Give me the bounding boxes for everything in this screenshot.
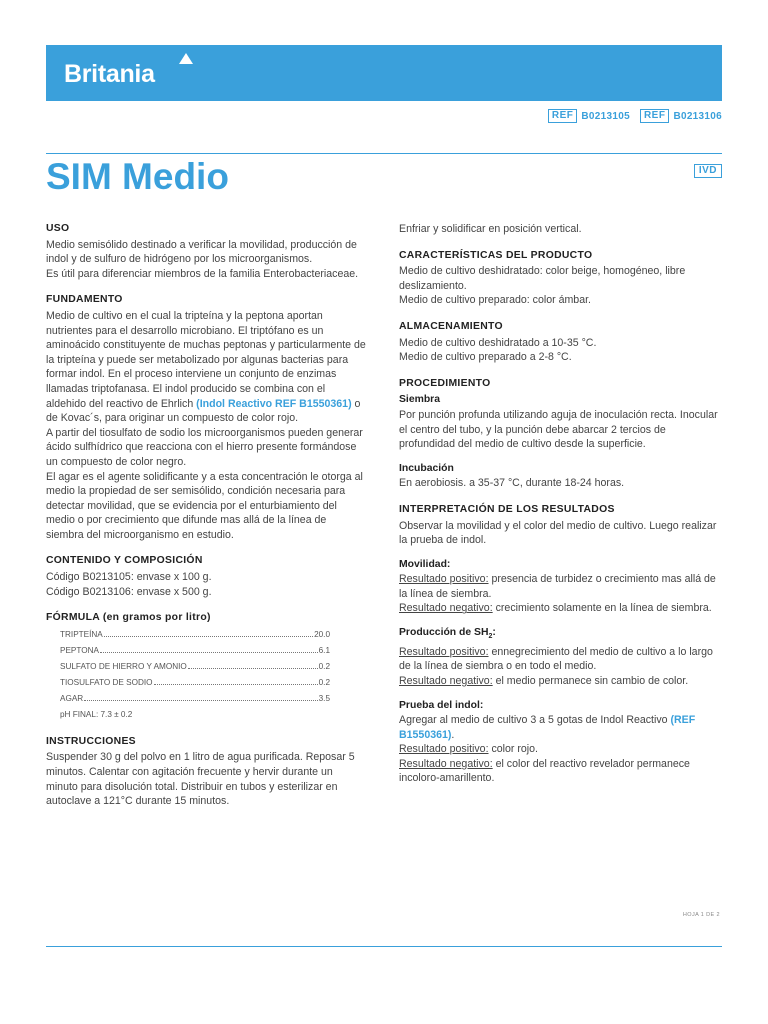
- indol-title: Prueba del indol:: [399, 699, 484, 711]
- left-column: [46, 222, 366, 809]
- formula-name: SULFATO DE HIERRO Y AMONIO: [60, 661, 187, 671]
- positive-text: color rojo.: [488, 743, 538, 756]
- formula-value: 3.5: [318, 693, 330, 703]
- formula-heading: FÓRMULA (en gramos por litro): [46, 612, 211, 624]
- dot-leader: [154, 684, 318, 685]
- ivd-badge: IVD: [694, 164, 722, 178]
- formula-row: [60, 627, 330, 643]
- contenido-line-1: Código B0213105: envase x 100 g.: [46, 571, 212, 584]
- caracteristicas-heading: CARACTERÍSTICAS DEL PRODUCTO: [399, 249, 593, 261]
- negative-text: crecimiento solamente en la línea de siembra.: [492, 602, 712, 615]
- header-banner: [46, 45, 722, 101]
- uso-text-1: Medio semisólido destinado a verificar la movilidad, producción de indol y de sulfuro de hidrógeno por los microorganismos.: [46, 238, 357, 266]
- ref-codes: [548, 109, 722, 123]
- negative-label: Resultado negativo:: [399, 757, 493, 770]
- fundamento-text-after: o de Kovac´s, para originar un compuesto de color rojo.: [46, 397, 361, 425]
- instrucciones-heading: INSTRUCCIONES: [46, 735, 136, 747]
- caracteristicas-line-2: Medio de cultivo preparado: color ámbar.: [399, 294, 591, 307]
- incubacion-text: En aerobiosis. a 35-37 °C, durante 18-24 horas.: [399, 477, 625, 490]
- movilidad-negative: [399, 601, 722, 616]
- ref-group-1: [548, 109, 630, 123]
- instrucciones-text: Suspender 30 g del polvo en 1 litro de agua purificada. Reposar 5 minutos. Calentar con agitación frecuente y hervir durante un minuto para disolución total. Distribuir en tubos y esterilizar en autoclave a 121°C durante 15 minutos.: [46, 751, 355, 808]
- uso-heading: USO: [46, 223, 70, 234]
- logo-triangle-icon: [179, 53, 193, 64]
- formula-row: [60, 659, 330, 675]
- formula-row: [60, 675, 330, 691]
- dot-leader: [104, 636, 313, 637]
- fundamento-text-1: [46, 309, 366, 426]
- formula-value: 0.2: [318, 677, 330, 687]
- fundamento-text-3: El agar es el agente solidificante y a esta concentración le otorga al medio la propiedad de ser semisólido, condición necesaria para detectar movilidad, que se evidencia por el enturbiamiento del medio o por crecimiento que difunde mas allá de la línea de siembra del microorganismo en estudio.: [46, 470, 363, 541]
- page-number: HOJA 1 DE 2: [682, 912, 720, 918]
- indol-instruction: Agregar al medio de cultivo 3 a 5 gotas de Indol Reactivo: [399, 714, 671, 727]
- sh2-positive: [399, 645, 722, 674]
- positive-text: ennegrecimiento del medio de cultivo a lo largo de la línea de siembra o en todo el medio.: [399, 645, 713, 673]
- indol-dot: .: [451, 728, 455, 741]
- procedimiento-heading: PROCEDIMIENTO: [399, 377, 491, 389]
- negative-label: Resultado negativo:: [399, 602, 493, 615]
- formula-value: 6.1: [318, 645, 330, 655]
- sh2-negative: [399, 674, 722, 689]
- page-title: SIM Medio: [46, 156, 229, 197]
- positive-text: presencia de turbidez o crecimiento mas allá de la línea de siembra.: [399, 573, 716, 600]
- brand-logo: Britania: [64, 60, 155, 88]
- ph-final: pH FINAL: 7.3 ± 0.2: [60, 709, 133, 719]
- almacenamiento-line-1: Medio de cultivo deshidratado a 10-35 °C.: [399, 336, 597, 349]
- dot-leader: [100, 652, 318, 653]
- interpretacion-intro: Observar la movilidad y el color del medio de cultivo. Luego realizar la prueba de indol.: [399, 519, 717, 547]
- indol-reactivo-ref: (Indol Reactivo REF B1550361): [196, 397, 352, 410]
- formula-name: AGAR: [60, 693, 84, 703]
- sh2-title-text: Producción de SH: [399, 627, 489, 639]
- incubacion-title: Incubación: [399, 462, 454, 474]
- fundamento-text-2: A partir del tiosulfato de sodio los microorganismos pueden generar ácido sulfhídrico que reacciona con el hierro presente formándose un compuesto de color negro.: [46, 426, 363, 468]
- formula-name: PEPTONA: [60, 645, 99, 655]
- formula-row: [60, 643, 330, 659]
- positive-label: Resultado positivo:: [399, 573, 489, 586]
- positive-label: Resultado positivo:: [399, 645, 489, 658]
- caracteristicas-line-1: Medio de cultivo deshidratado: color beige, homogéneo, libre deslizamiento.: [399, 265, 686, 292]
- movilidad-positive: [399, 572, 722, 601]
- ref-label: REF: [640, 109, 670, 123]
- ref-code: B0213106: [673, 110, 722, 122]
- indol-positive: [399, 742, 722, 757]
- almacenamiento-heading: ALMACENAMIENTO: [399, 320, 503, 332]
- contenido-heading: CONTENIDO Y COMPOSICIÓN: [46, 555, 203, 567]
- uso-text-2: Es útil para diferenciar miembros de la familia Enterobacteriaceae.: [46, 267, 359, 280]
- contenido-line-2: Código B0213106: envase x 500 g.: [46, 585, 212, 598]
- interpretacion-heading: INTERPRETACIÓN DE LOS RESULTADOS: [399, 503, 615, 515]
- movilidad-title: Movilidad:: [399, 558, 451, 570]
- positive-label: Resultado positivo:: [399, 743, 489, 756]
- ref-group-2: [640, 109, 722, 123]
- indol-text: [399, 713, 722, 742]
- formula-row: [60, 691, 330, 707]
- negative-text: el medio permanece sin cambio de color.: [492, 674, 689, 687]
- fundamento-text-before: Medio de cultivo en el cual la tripteína y la peptona aportan nutrientes para el desarrollo microbiano. El triptófano es un aminoácido constituyente de muchas peptonas y particularmente de la tripteína y puede ser metabolizado por algunas bacterias para formar indol. En el proceso interviene un conjunto de enzimas llamadas triptofanasa. El indol producido se combina con el aldehido del reactivo de Ehrlich: [46, 309, 366, 410]
- indol-negative: [399, 757, 722, 786]
- sh2-colon: :: [492, 627, 496, 639]
- fundamento-heading: FUNDAMENTO: [46, 294, 123, 306]
- siembra-title: Siembra: [399, 394, 441, 406]
- dot-leader: [84, 700, 317, 701]
- right-column: [399, 222, 722, 786]
- ref-label: REF: [548, 109, 578, 123]
- formula-value: 20.0: [314, 629, 330, 639]
- formula-name: TIOSULFATO DE SODIO: [60, 677, 153, 687]
- sh2-subscript: 2: [488, 633, 493, 641]
- negative-text: el color del reactivo revelador permanece incoloro-amarillento.: [399, 757, 690, 785]
- formula-table: [60, 627, 366, 723]
- siembra-text: Por punción profunda utilizando aguja de inoculación recta. Inocular el centro del tubo, y la punción debe abarcar 2 tercios de profundidad del medio de cultivo desde la superficie.: [399, 408, 718, 451]
- dot-leader: [188, 668, 318, 669]
- negative-label: Resultado negativo:: [399, 674, 493, 687]
- bottom-divider: [46, 946, 722, 947]
- almacenamiento-line-2: Medio de cultivo preparado a 2-8 °C.: [399, 351, 572, 364]
- enfriar-text: Enfriar y solidificar en posición vertical.: [399, 223, 582, 235]
- indol-ref: (REF B1550361): [399, 714, 696, 741]
- formula-name: TRIPTEÍNA: [60, 629, 103, 639]
- sh2-title: [399, 626, 722, 645]
- formula-value: 0.2: [318, 661, 330, 671]
- ref-code: B0213105: [581, 110, 630, 122]
